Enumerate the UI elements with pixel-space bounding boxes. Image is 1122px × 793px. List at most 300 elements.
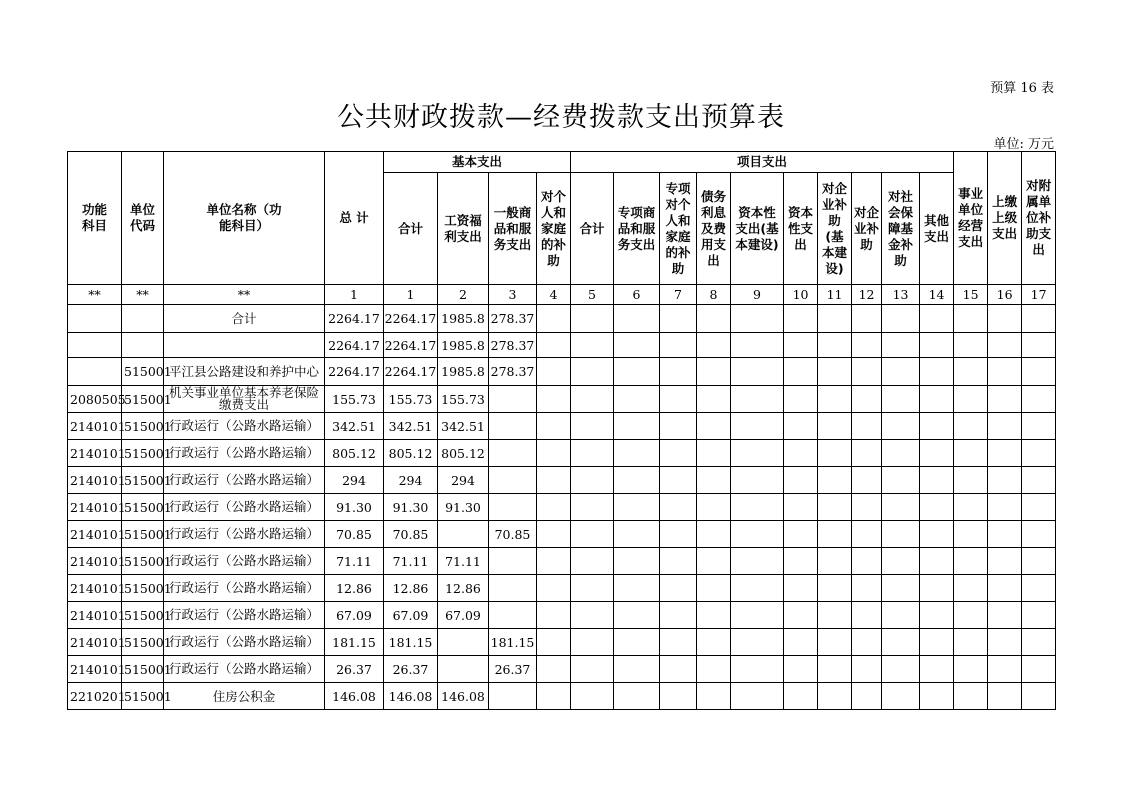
total-cell: 70.85	[325, 521, 384, 548]
empty-cell	[882, 494, 920, 521]
table-row	[68, 548, 1056, 575]
empty-cell	[818, 305, 852, 333]
empty-cell	[818, 575, 852, 602]
empty-cell	[784, 629, 818, 656]
func-code-cell: 2140101	[68, 494, 122, 521]
empty-cell	[852, 386, 882, 413]
index-cell: 9	[731, 285, 784, 305]
empty-cell	[818, 629, 852, 656]
empty-cell	[1022, 602, 1056, 629]
goods-cell	[489, 413, 537, 440]
func-code-cell: 2140101	[68, 548, 122, 575]
header-unit-name: 单位名称（功能科目）	[164, 152, 325, 285]
func-code-cell: 2140101	[68, 521, 122, 548]
total-cell: 91.30	[325, 494, 384, 521]
unit-name-cell: 行政运行（公路水路运输）	[164, 521, 325, 548]
empty-cell	[1022, 521, 1056, 548]
wage-cell: 1985.8	[438, 333, 489, 358]
unit-name-cell: 行政运行（公路水路运输）	[164, 575, 325, 602]
basic-total-cell: 805.12	[384, 440, 438, 467]
empty-cell	[731, 358, 784, 386]
wage-cell	[438, 521, 489, 548]
empty-cell	[784, 575, 818, 602]
wage-cell: 155.73	[438, 386, 489, 413]
empty-cell	[731, 467, 784, 494]
empty-cell	[660, 683, 697, 710]
empty-cell	[614, 656, 660, 683]
empty-cell	[882, 305, 920, 333]
empty-cell	[954, 602, 988, 629]
unit-code-cell: 515001	[122, 413, 164, 440]
empty-cell	[818, 358, 852, 386]
empty-cell	[697, 494, 731, 521]
empty-cell	[784, 683, 818, 710]
empty-cell	[954, 575, 988, 602]
func-code-cell: 2140101	[68, 413, 122, 440]
page-title: 公共财政拨款—经费拨款支出预算表	[337, 102, 785, 133]
empty-cell	[954, 521, 988, 548]
empty-cell	[571, 683, 614, 710]
func-code-cell: 2210201	[68, 683, 122, 710]
wage-cell: 146.08	[438, 683, 489, 710]
goods-cell: 181.15	[489, 629, 537, 656]
empty-cell	[852, 494, 882, 521]
empty-cell	[988, 602, 1022, 629]
wage-cell	[438, 656, 489, 683]
empty-cell	[731, 656, 784, 683]
table-row	[68, 494, 1056, 521]
unit-name-cell: 行政运行（公路水路运输）	[164, 494, 325, 521]
goods-cell: 278.37	[489, 305, 537, 333]
header-total: 总 计	[325, 152, 384, 285]
basic-total-cell: 91.30	[384, 494, 438, 521]
func-code-cell: 2140101	[68, 440, 122, 467]
header-basic-group: 基本支出	[384, 152, 571, 173]
empty-cell	[571, 305, 614, 333]
table-row	[68, 629, 1056, 656]
wage-cell: 91.30	[438, 494, 489, 521]
empty-cell	[988, 440, 1022, 467]
personal-cell	[537, 305, 571, 333]
empty-cell	[660, 358, 697, 386]
empty-cell	[988, 305, 1022, 333]
empty-cell	[818, 548, 852, 575]
empty-cell	[697, 440, 731, 467]
basic-total-cell: 2264.17	[384, 333, 438, 358]
empty-cell	[920, 575, 954, 602]
goods-cell	[489, 548, 537, 575]
table-row	[68, 333, 1056, 358]
empty-cell	[1022, 656, 1056, 683]
index-cell: 6	[614, 285, 660, 305]
header-func-subject: 功能科目	[68, 152, 122, 285]
empty-cell	[988, 629, 1022, 656]
personal-cell	[537, 683, 571, 710]
empty-cell	[954, 656, 988, 683]
empty-cell	[731, 305, 784, 333]
header-capital: 资本性支出	[784, 173, 818, 285]
goods-cell: 278.37	[489, 333, 537, 358]
empty-cell	[852, 467, 882, 494]
unit-name-cell: 住房公积金	[164, 683, 325, 710]
empty-cell	[852, 413, 882, 440]
personal-cell	[537, 602, 571, 629]
empty-cell	[697, 656, 731, 683]
header-project-group: 项目支出	[571, 152, 954, 173]
empty-cell	[784, 440, 818, 467]
empty-cell	[988, 358, 1022, 386]
wage-cell: 12.86	[438, 575, 489, 602]
empty-cell	[660, 413, 697, 440]
empty-cell	[920, 683, 954, 710]
empty-cell	[614, 575, 660, 602]
total-cell: 71.11	[325, 548, 384, 575]
personal-cell	[537, 440, 571, 467]
empty-cell	[731, 440, 784, 467]
empty-cell	[988, 413, 1022, 440]
empty-cell	[784, 358, 818, 386]
header-upper-remit: 上缴上级支出	[988, 152, 1022, 285]
empty-cell	[614, 467, 660, 494]
empty-cell	[614, 683, 660, 710]
total-cell: 67.09	[325, 602, 384, 629]
basic-total-cell: 2264.17	[384, 358, 438, 386]
index-cell: **	[164, 285, 325, 305]
index-row	[68, 285, 1056, 305]
empty-cell	[731, 683, 784, 710]
unit-code-cell: 515001	[122, 386, 164, 413]
empty-cell	[920, 413, 954, 440]
empty-cell	[697, 358, 731, 386]
index-cell: 5	[571, 285, 614, 305]
personal-cell	[537, 467, 571, 494]
empty-cell	[784, 333, 818, 358]
index-cell: 7	[660, 285, 697, 305]
empty-cell	[660, 494, 697, 521]
empty-cell	[882, 333, 920, 358]
empty-cell	[784, 548, 818, 575]
empty-cell	[882, 467, 920, 494]
index-cell: 8	[697, 285, 731, 305]
unit-name-cell: 行政运行（公路水路运输）	[164, 440, 325, 467]
total-cell: 12.86	[325, 575, 384, 602]
index-cell: 1	[325, 285, 384, 305]
empty-cell	[697, 413, 731, 440]
empty-cell	[697, 602, 731, 629]
goods-cell	[489, 494, 537, 521]
unit-name-cell: 合计	[164, 305, 325, 333]
empty-cell	[731, 413, 784, 440]
empty-cell	[954, 548, 988, 575]
empty-cell	[697, 305, 731, 333]
empty-cell	[882, 575, 920, 602]
empty-cell	[988, 494, 1022, 521]
goods-cell	[489, 386, 537, 413]
personal-cell	[537, 358, 571, 386]
func-code-cell	[68, 333, 122, 358]
empty-cell	[571, 575, 614, 602]
table-row	[68, 683, 1056, 710]
empty-cell	[954, 467, 988, 494]
basic-total-cell: 146.08	[384, 683, 438, 710]
empty-cell	[920, 656, 954, 683]
empty-cell	[852, 548, 882, 575]
empty-cell	[920, 358, 954, 386]
empty-cell	[784, 602, 818, 629]
empty-cell	[1022, 575, 1056, 602]
empty-cell	[660, 305, 697, 333]
empty-cell	[731, 494, 784, 521]
index-cell: 3	[489, 285, 537, 305]
empty-cell	[988, 333, 1022, 358]
empty-cell	[784, 413, 818, 440]
empty-cell	[920, 305, 954, 333]
header-subordinate-subsidy: 对附属单位补助支出	[1022, 152, 1056, 285]
basic-total-cell: 2264.17	[384, 305, 438, 333]
unit-code-cell: 515001	[122, 521, 164, 548]
empty-cell	[784, 467, 818, 494]
table-row	[68, 358, 1056, 386]
empty-cell	[1022, 629, 1056, 656]
table-row	[68, 656, 1056, 683]
empty-cell	[882, 548, 920, 575]
unit-code-cell: 515001	[122, 656, 164, 683]
personal-cell	[537, 494, 571, 521]
unit-name-cell: 机关事业单位基本养老保险缴费支出	[164, 386, 325, 413]
wage-cell: 71.11	[438, 548, 489, 575]
basic-total-cell: 342.51	[384, 413, 438, 440]
empty-cell	[1022, 358, 1056, 386]
total-cell: 2264.17	[325, 333, 384, 358]
goods-cell: 278.37	[489, 358, 537, 386]
empty-cell	[571, 386, 614, 413]
goods-cell	[489, 467, 537, 494]
empty-cell	[954, 305, 988, 333]
empty-cell	[571, 629, 614, 656]
empty-cell	[614, 413, 660, 440]
empty-cell	[920, 629, 954, 656]
empty-cell	[697, 521, 731, 548]
empty-cell	[988, 683, 1022, 710]
header-special-personal: 专项对个人和家庭的补助	[660, 173, 697, 285]
empty-cell	[1022, 440, 1056, 467]
empty-cell	[1022, 467, 1056, 494]
unit-name-cell	[164, 333, 325, 358]
header-capital-construction: 资本性支出(基本建设)	[731, 173, 784, 285]
empty-cell	[818, 467, 852, 494]
header-proj-total: 合计	[571, 173, 614, 285]
empty-cell	[697, 548, 731, 575]
empty-cell	[988, 656, 1022, 683]
header-goods-services: 一般商品和服务支出	[489, 173, 537, 285]
goods-cell	[489, 440, 537, 467]
empty-cell	[784, 521, 818, 548]
header-other: 其他支出	[920, 173, 954, 285]
table-row	[68, 440, 1056, 467]
personal-cell	[537, 386, 571, 413]
empty-cell	[731, 386, 784, 413]
index-cell: 13	[882, 285, 920, 305]
empty-cell	[882, 629, 920, 656]
empty-cell	[852, 602, 882, 629]
empty-cell	[852, 305, 882, 333]
empty-cell	[697, 386, 731, 413]
table-row	[68, 575, 1056, 602]
empty-cell	[988, 386, 1022, 413]
empty-cell	[852, 629, 882, 656]
empty-cell	[784, 305, 818, 333]
unit-code-cell	[122, 305, 164, 333]
total-cell: 294	[325, 467, 384, 494]
empty-cell	[571, 521, 614, 548]
empty-cell	[818, 683, 852, 710]
empty-cell	[954, 440, 988, 467]
empty-cell	[697, 629, 731, 656]
empty-cell	[818, 656, 852, 683]
empty-cell	[882, 413, 920, 440]
unit-name-cell: 行政运行（公路水路运输）	[164, 413, 325, 440]
empty-cell	[784, 494, 818, 521]
index-cell: 14	[920, 285, 954, 305]
empty-cell	[571, 358, 614, 386]
empty-cell	[571, 467, 614, 494]
empty-cell	[571, 656, 614, 683]
empty-cell	[731, 629, 784, 656]
table-row	[68, 521, 1056, 548]
basic-total-cell: 155.73	[384, 386, 438, 413]
total-cell: 155.73	[325, 386, 384, 413]
empty-cell	[784, 656, 818, 683]
goods-cell: 70.85	[489, 521, 537, 548]
empty-cell	[1022, 305, 1056, 333]
empty-cell	[614, 386, 660, 413]
header-debt-interest: 债务利息及费用支出	[697, 173, 731, 285]
empty-cell	[818, 602, 852, 629]
basic-total-cell: 26.37	[384, 656, 438, 683]
header-wage-welfare: 工资福利支出	[438, 173, 489, 285]
empty-cell	[818, 386, 852, 413]
empty-cell	[988, 575, 1022, 602]
basic-total-cell: 294	[384, 467, 438, 494]
empty-cell	[697, 683, 731, 710]
empty-cell	[731, 333, 784, 358]
empty-cell	[920, 548, 954, 575]
unit-name-cell: 行政运行（公路水路运输）	[164, 656, 325, 683]
index-cell: 15	[954, 285, 988, 305]
empty-cell	[920, 521, 954, 548]
personal-cell	[537, 656, 571, 683]
empty-cell	[660, 467, 697, 494]
empty-cell	[818, 494, 852, 521]
empty-cell	[614, 305, 660, 333]
wage-cell: 805.12	[438, 440, 489, 467]
index-cell: 11	[818, 285, 852, 305]
index-cell: **	[122, 285, 164, 305]
personal-cell	[537, 575, 571, 602]
header-enterprise-construction: 对企业补助(基本建设)	[818, 173, 852, 285]
empty-cell	[920, 440, 954, 467]
wage-cell: 67.09	[438, 602, 489, 629]
unit-code-cell: 515001	[122, 548, 164, 575]
empty-cell	[988, 521, 1022, 548]
goods-cell	[489, 683, 537, 710]
empty-cell	[954, 413, 988, 440]
empty-cell	[852, 358, 882, 386]
basic-total-cell: 71.11	[384, 548, 438, 575]
unit-code-cell: 515001	[122, 467, 164, 494]
unit-code-cell: 515001	[122, 683, 164, 710]
empty-cell	[920, 333, 954, 358]
empty-cell	[660, 548, 697, 575]
table-row	[68, 305, 1056, 333]
goods-cell	[489, 602, 537, 629]
empty-cell	[571, 440, 614, 467]
table-row	[68, 386, 1056, 413]
empty-cell	[852, 683, 882, 710]
empty-cell	[920, 386, 954, 413]
wage-cell: 342.51	[438, 413, 489, 440]
index-cell: 10	[784, 285, 818, 305]
personal-cell	[537, 521, 571, 548]
table-row	[68, 602, 1056, 629]
empty-cell	[852, 440, 882, 467]
empty-cell	[660, 333, 697, 358]
empty-cell	[882, 602, 920, 629]
empty-cell	[988, 467, 1022, 494]
wage-cell: 1985.8	[438, 305, 489, 333]
empty-cell	[988, 548, 1022, 575]
total-cell: 805.12	[325, 440, 384, 467]
empty-cell	[1022, 494, 1056, 521]
empty-cell	[614, 494, 660, 521]
empty-cell	[571, 494, 614, 521]
empty-cell	[614, 521, 660, 548]
empty-cell	[784, 386, 818, 413]
empty-cell	[954, 494, 988, 521]
unit-name-cell: 平江县公路建设和养护中心	[164, 358, 325, 386]
empty-cell	[697, 575, 731, 602]
func-code-cell: 2140101	[68, 602, 122, 629]
personal-cell	[537, 413, 571, 440]
header-special-goods: 专项商品和服务支出	[614, 173, 660, 285]
basic-total-cell: 70.85	[384, 521, 438, 548]
func-code-cell	[68, 305, 122, 333]
total-cell: 342.51	[325, 413, 384, 440]
header-basic-total: 合计	[384, 173, 438, 285]
empty-cell	[660, 386, 697, 413]
func-code-cell: 2140101	[68, 656, 122, 683]
empty-cell	[954, 386, 988, 413]
index-cell: 16	[988, 285, 1022, 305]
personal-cell	[537, 333, 571, 358]
empty-cell	[614, 602, 660, 629]
header-enterprise-subsidy: 对企业补助	[852, 173, 882, 285]
empty-cell	[1022, 413, 1056, 440]
wage-cell: 294	[438, 467, 489, 494]
empty-cell	[882, 358, 920, 386]
unit-code-cell: 515001	[122, 494, 164, 521]
empty-cell	[954, 333, 988, 358]
header-social-fund: 对社会保障基金补助	[882, 173, 920, 285]
basic-total-cell: 12.86	[384, 575, 438, 602]
empty-cell	[1022, 548, 1056, 575]
func-code-cell: 2080505	[68, 386, 122, 413]
empty-cell	[731, 602, 784, 629]
table-row	[68, 467, 1056, 494]
empty-cell	[920, 494, 954, 521]
empty-cell	[697, 467, 731, 494]
basic-total-cell: 67.09	[384, 602, 438, 629]
